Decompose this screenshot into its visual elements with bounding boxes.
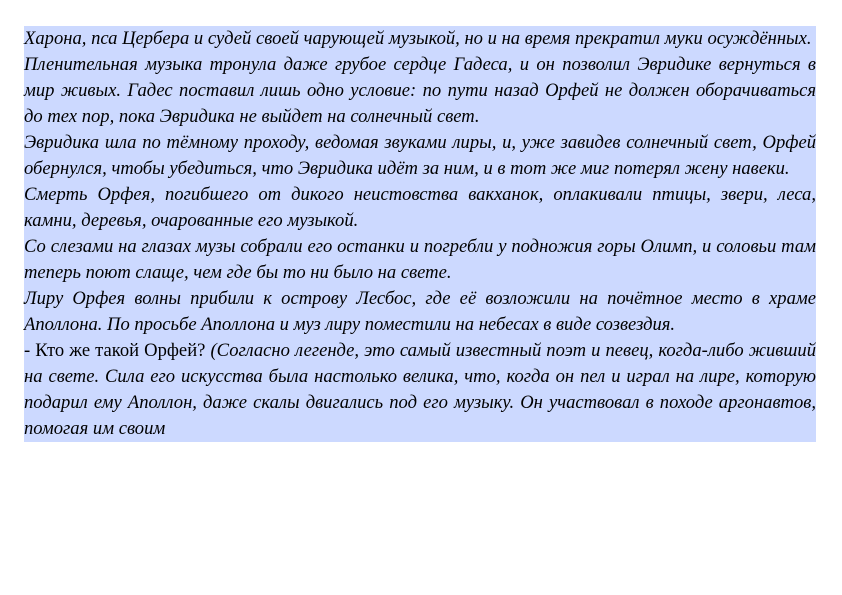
question-prompt: - Кто же такой Орфей? (24, 340, 206, 361)
question-answer: (Согласно легенде, это самый известный поэт и певец, когда-либо живший на свете. Сила его искусства была настолько велика, что, когда он пел и играл на лире, которую подарил ему Аполлон, даже скалы двигались под его музыку. Он участвовал в походе аргонавтов, помогая им своим (24, 340, 816, 439)
paragraph-orpheus-death: Смерть Орфея, погибшего от дикого неистовства вакханок, оплакивали птицы, звери, леса, камни, деревья, очарованные его музыкой. (24, 184, 816, 231)
paragraph-question (24, 338, 816, 442)
paragraph-muses-burial: Со слезами на глазах музы собрали его останки и погребли у подножия горы Олимп, и соловьи там теперь поют слаще, чем где бы то ни было на свете. (24, 236, 816, 283)
paragraph-lyre-constellation: Лиру Орфея волны прибили к острову Лесбос, где её возложили на почётное место в храме Аполлона. По просьбе Аполлона и муз лиру поместили на небесах в виде созвездия. (24, 288, 816, 335)
paragraph-eurydice-lost: Эвридика шла по тёмному проходу, ведомая звуками лиры, и, уже завидев солнечный свет, Орфей обернулся, чтобы убедиться, что Эвридика идёт за ним, и в тот же миг потерял жену навеки. (24, 132, 816, 179)
paragraph-hades-permission: Пленительная музыка тронула даже грубое сердце Гадеса, и он позволил Эвридике вернуться в мир живых. Гадес поставил лишь одно условие: по пути назад Орфей не должен оборачиваться до тех пор, пока Эвридика не выйдет на солнечный свет. (24, 54, 816, 127)
paragraph-charon: Харона, пса Цербера и судей своей чарующей музыкой, но и на время прекратил муки осуждённых. (24, 28, 812, 49)
highlighted-text-block (24, 26, 816, 442)
